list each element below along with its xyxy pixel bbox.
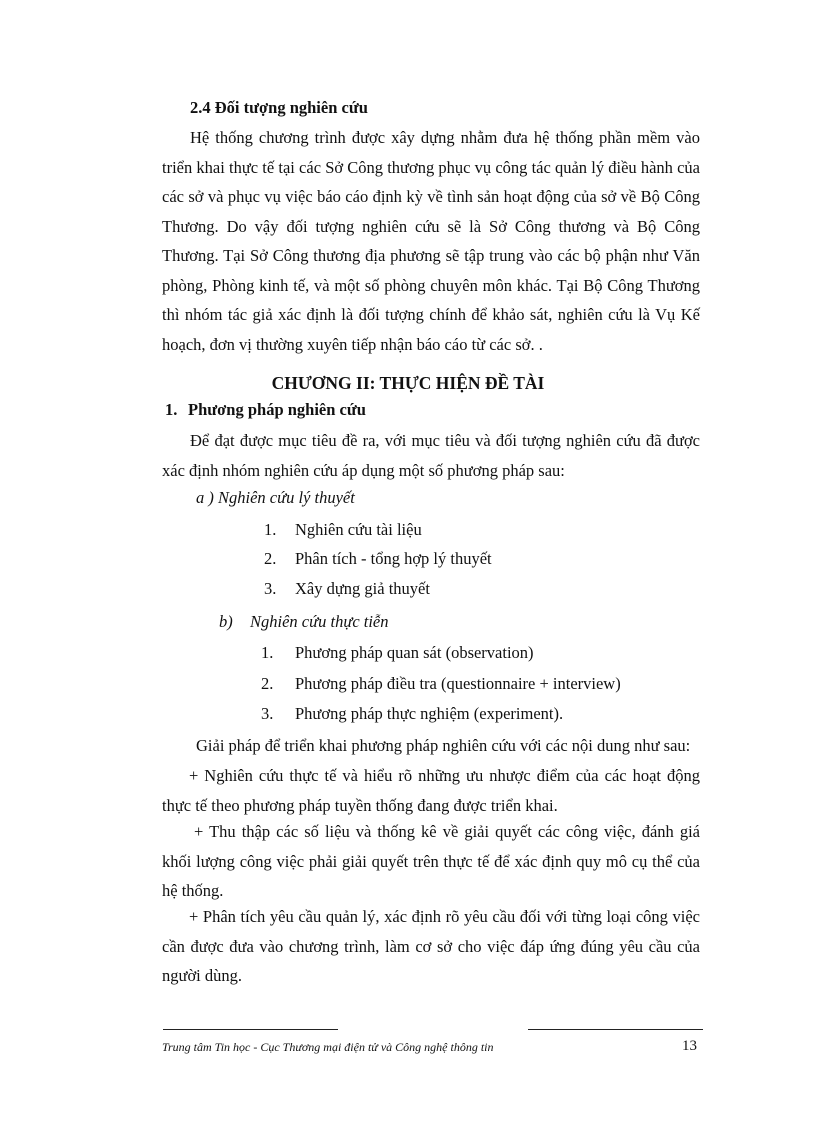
- list-item-number: 1.: [264, 520, 277, 539]
- subsection-a-heading: a ) Nghiên cứu lý thuyết: [196, 488, 355, 507]
- footer-text: Trung tâm Tin học - Cục Thương mại điện tử và Công nghệ thông tin: [162, 1040, 494, 1054]
- subsection-b-heading: Nghiên cứu thực tiễn: [250, 612, 389, 631]
- footer-divider-right: [528, 1029, 703, 1030]
- section-1-number: 1.: [165, 400, 178, 419]
- section-2-4-heading: 2.4 Đối tượng nghiên cứu: [190, 98, 368, 117]
- solution-point: + Thu thập các số liệu và thống kê về giải quyết các công việc, đánh giá khối lượng công việc phải giải quyết trên thực tế để xác định quy mô cụ thể của hệ thống.: [162, 822, 700, 900]
- list-item-number: 2.: [261, 674, 274, 693]
- list-item: Xây dựng giả thuyết: [295, 579, 430, 598]
- list-item-number: 3.: [261, 704, 274, 723]
- section-1-intro: Để đạt được mục tiêu đề ra, với mục tiêu và đối tượng nghiên cứu đã được xác định nhóm nghiên cứu áp dụng một số phương pháp sau:: [162, 431, 700, 480]
- page-number: 13: [682, 1038, 697, 1054]
- subsection-b-marker: b): [219, 612, 233, 631]
- solution-point: + Phân tích yêu cầu quản lý, xác định rõ yêu cầu đối với từng loại công việc cần được đưa vào chương trình, làm cơ sở cho việc đáp ứng đúng yêu cầu của người dùng.: [162, 907, 700, 985]
- list-item: Nghiên cứu tài liệu: [295, 520, 422, 539]
- section-1-heading: Phương pháp nghiên cứu: [188, 400, 366, 419]
- list-item: Phương pháp quan sát (observation): [295, 643, 534, 662]
- list-item-number: 2.: [264, 549, 277, 568]
- solution-intro: Giải pháp để triển khai phương pháp nghiên cứu với các nội dung như sau:: [196, 736, 691, 755]
- chapter-title: CHƯƠNG II: THỰC HIỆN ĐỀ TÀI: [271, 373, 545, 393]
- footer-divider-left: [163, 1029, 338, 1030]
- list-item: Phương pháp thực nghiệm (experiment).: [295, 704, 564, 723]
- list-item-number: 3.: [264, 579, 277, 598]
- list-item: Phân tích - tổng hợp lý thuyết: [295, 549, 492, 568]
- list-item-number: 1.: [261, 643, 274, 662]
- section-2-4-paragraph: Hệ thống chương trình được xây dựng nhằm đưa hệ thống phần mềm vào triển khai thực tế tại các Sở Công thương phục vụ công tác quản lý điều hành của các sở và phục vụ việc báo cáo định kỳ về tình sản hoạt động của sở về Bộ Công Thương. Do vậy đối tượng nghiên cứu sẽ là Sở Công thương và Bộ Công Thương. Tại Sở Công thương địa phương sẽ tập trung vào các bộ phận như Văn phòng, Phòng kinh tế, và một số phòng chuyên môn khác. Tại Bộ Công Thương thì nhóm tác giả xác định là đối tượng chính để khảo sát, nghiên cứu là Vụ Kế hoạch, đơn vị thường xuyên tiếp nhận báo cáo từ các sở. .: [162, 128, 700, 354]
- solution-point: + Nghiên cứu thực tế và hiểu rõ những ưu nhược điểm của các hoạt động thực tế theo phương pháp tuyền thống đang được triển khai.: [162, 766, 700, 815]
- list-item: Phương pháp điều tra (questionnaire + interview): [295, 674, 621, 693]
